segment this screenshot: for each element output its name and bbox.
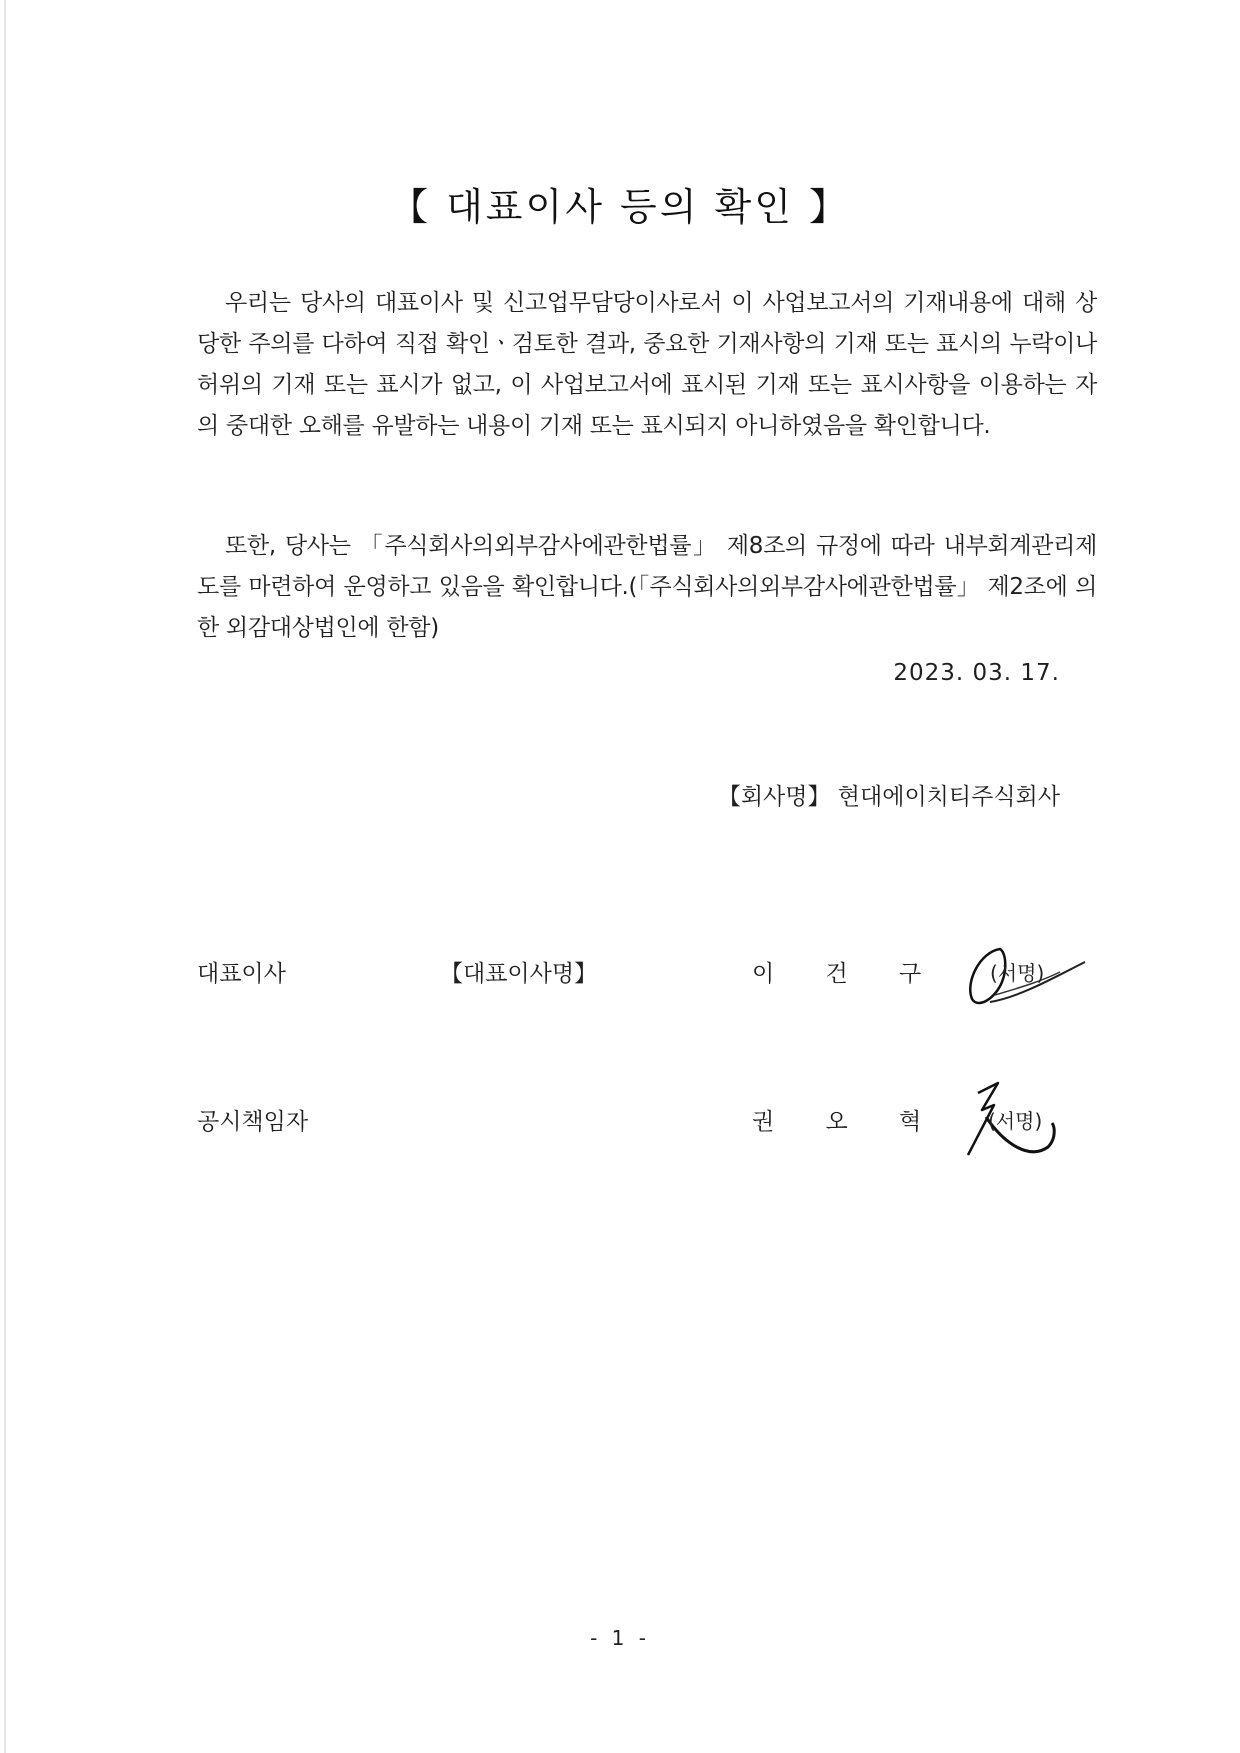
internal-control-paragraph-text: 또한, 당사는 「주식회사의외부감사에관한법률」 제8조의 규정에 따라 내부회계관리제도를 마련하여 운영하고 있음을 확인합니다.(「주식회사의외부감사에관한법률」 제2조에 의한 외감대상법인에 한함) [197, 533, 1097, 641]
signature-label: (서명) [990, 961, 1045, 985]
signature-row-ceo [0, 955, 1240, 1015]
page-number: - 1 - [590, 1626, 650, 1650]
document-title: 【 대표이사 등의 확인 】 [390, 185, 850, 229]
handwritten-signature [960, 1075, 1100, 1165]
confirmation-paragraph-text: 우리는 당사의 대표이사 및 신고업무담당이사로서 이 사업보고서의 기재내용에 대해 상당한 주의를 다하여 직접 확인ㆍ검토한 결과, 중요한 기재사항의 기재 또는 표시의 누락이나 허위의 기재 또는 표시가 없고, 이 사업보고서에 표시된 기재 또는 표시사항을 이용하는 자의 중대한 오해를 유발하는 내용이 기재 또는 표시되지 아니하였음을 확인합니다. [197, 290, 1097, 439]
role-name-label: 【대표이사명】 [440, 961, 598, 987]
role-label: 공시책임자 [197, 1109, 309, 1135]
document-date: 2023. 03. 17. [893, 660, 1060, 686]
signatory-name: 권 오 혁 [752, 1109, 944, 1135]
scan-edge-artifact [4, 0, 6, 1753]
signature-row-disclosure-officer [0, 1103, 1240, 1163]
signature-label: (서명) [988, 1109, 1043, 1133]
handwritten-signature [960, 927, 1100, 1017]
internal-control-paragraph [197, 526, 1097, 649]
signatory-name: 이 건 구 [752, 961, 944, 987]
role-label: 대표이사 [197, 961, 286, 987]
company-name: 【회사명】 현대에이치티주식회사 [717, 784, 1060, 810]
confirmation-paragraph [197, 283, 1097, 447]
